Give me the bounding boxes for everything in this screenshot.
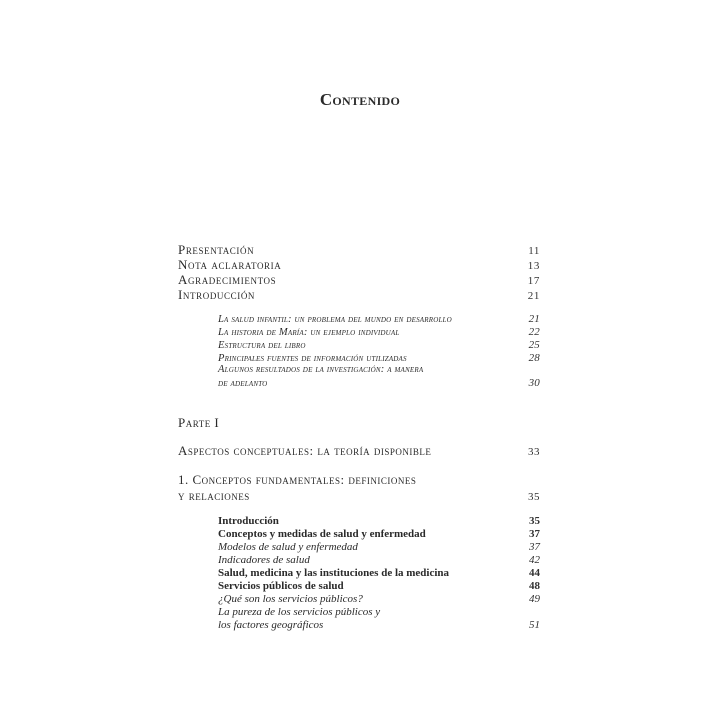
toc-part-heading bbox=[178, 415, 540, 431]
toc-label: Estructura del libro bbox=[218, 340, 306, 351]
toc-chapter-line1 bbox=[178, 472, 540, 488]
toc-section bbox=[218, 515, 540, 527]
toc-chapter-line2 bbox=[178, 488, 540, 504]
toc-page: 21 bbox=[527, 290, 540, 302]
toc-page: 28 bbox=[528, 352, 540, 364]
part-subtitle: Aspectos conceptuales: la teoría disponible bbox=[178, 443, 432, 458]
toc-section bbox=[218, 580, 540, 592]
toc-page: 33 bbox=[528, 446, 540, 458]
toc-page: 30 bbox=[528, 377, 540, 389]
toc-page: 17 bbox=[527, 275, 540, 287]
toc-label: de adelanto bbox=[218, 378, 268, 389]
toc-subentry bbox=[218, 339, 540, 351]
toc-entry-presentacion bbox=[178, 242, 540, 258]
toc-label: Agradecimientos bbox=[178, 272, 277, 287]
toc-label: Indicadores de salud bbox=[218, 554, 310, 566]
toc-section bbox=[218, 541, 540, 553]
toc-subentry bbox=[218, 364, 540, 375]
toc-label: Servicios públicos de salud bbox=[218, 580, 344, 592]
toc-section bbox=[218, 528, 540, 540]
toc-subentry bbox=[218, 326, 540, 338]
toc-section bbox=[218, 606, 540, 618]
toc-subentry bbox=[218, 377, 540, 389]
toc-subentry bbox=[218, 352, 540, 364]
toc-page: 42 bbox=[529, 554, 540, 566]
toc-label: Presentación bbox=[178, 242, 255, 257]
toc-label: Principales fuentes de información utilizadas bbox=[218, 353, 407, 364]
toc-label: Algunos resultados de la investigación: a manera bbox=[218, 364, 424, 375]
toc-page: 51 bbox=[529, 619, 540, 631]
page-title: Contenido bbox=[319, 90, 401, 109]
toc-subentry bbox=[218, 313, 540, 325]
toc-page: 11 bbox=[528, 245, 540, 257]
toc-section bbox=[218, 567, 540, 579]
toc-page: 21 bbox=[528, 313, 540, 325]
chapter-title-cont: y relaciones bbox=[178, 488, 250, 503]
toc-section bbox=[218, 593, 540, 605]
toc-section bbox=[218, 619, 540, 631]
toc-page: 25 bbox=[528, 339, 540, 351]
toc-entry-nota bbox=[178, 257, 540, 273]
toc-entry-introduccion bbox=[178, 287, 540, 303]
toc-label: Introducción bbox=[178, 287, 256, 302]
toc-label: La pureza de los servicios públicos y bbox=[218, 606, 381, 618]
toc-label: Salud, medicina y las instituciones de la medicina bbox=[218, 567, 450, 579]
toc-page: 35 bbox=[528, 491, 540, 503]
toc-label: La historia de María: un ejemplo individual bbox=[218, 327, 400, 338]
toc-label: los factores geográficos bbox=[218, 619, 324, 631]
toc-entry-agradecimientos bbox=[178, 272, 540, 288]
toc-section bbox=[218, 554, 540, 566]
toc-label: Modelos de salud y enfermedad bbox=[218, 541, 358, 553]
toc-page: 49 bbox=[529, 593, 540, 605]
toc-label: Nota aclaratoria bbox=[178, 257, 282, 272]
toc-page: 35 bbox=[529, 515, 540, 527]
toc-page: 37 bbox=[529, 541, 540, 553]
toc-label: ¿Qué son los servicios públicos? bbox=[218, 593, 363, 605]
toc-label: Conceptos y medidas de salud y enfermedad bbox=[218, 528, 426, 540]
toc-page: 44 bbox=[529, 567, 540, 579]
toc-part-subtitle bbox=[178, 443, 540, 459]
toc-label: La salud infantil: un problema del mundo en desarrollo bbox=[218, 314, 452, 325]
toc-page: 48 bbox=[529, 580, 540, 592]
part-label: Parte I bbox=[178, 415, 220, 430]
toc-page: 13 bbox=[527, 260, 540, 272]
toc-page: 22 bbox=[528, 326, 540, 338]
toc-page: 37 bbox=[529, 528, 540, 540]
toc-label: Introducción bbox=[218, 515, 279, 527]
chapter-title: 1. Conceptos fundamentales: definiciones bbox=[178, 472, 417, 487]
